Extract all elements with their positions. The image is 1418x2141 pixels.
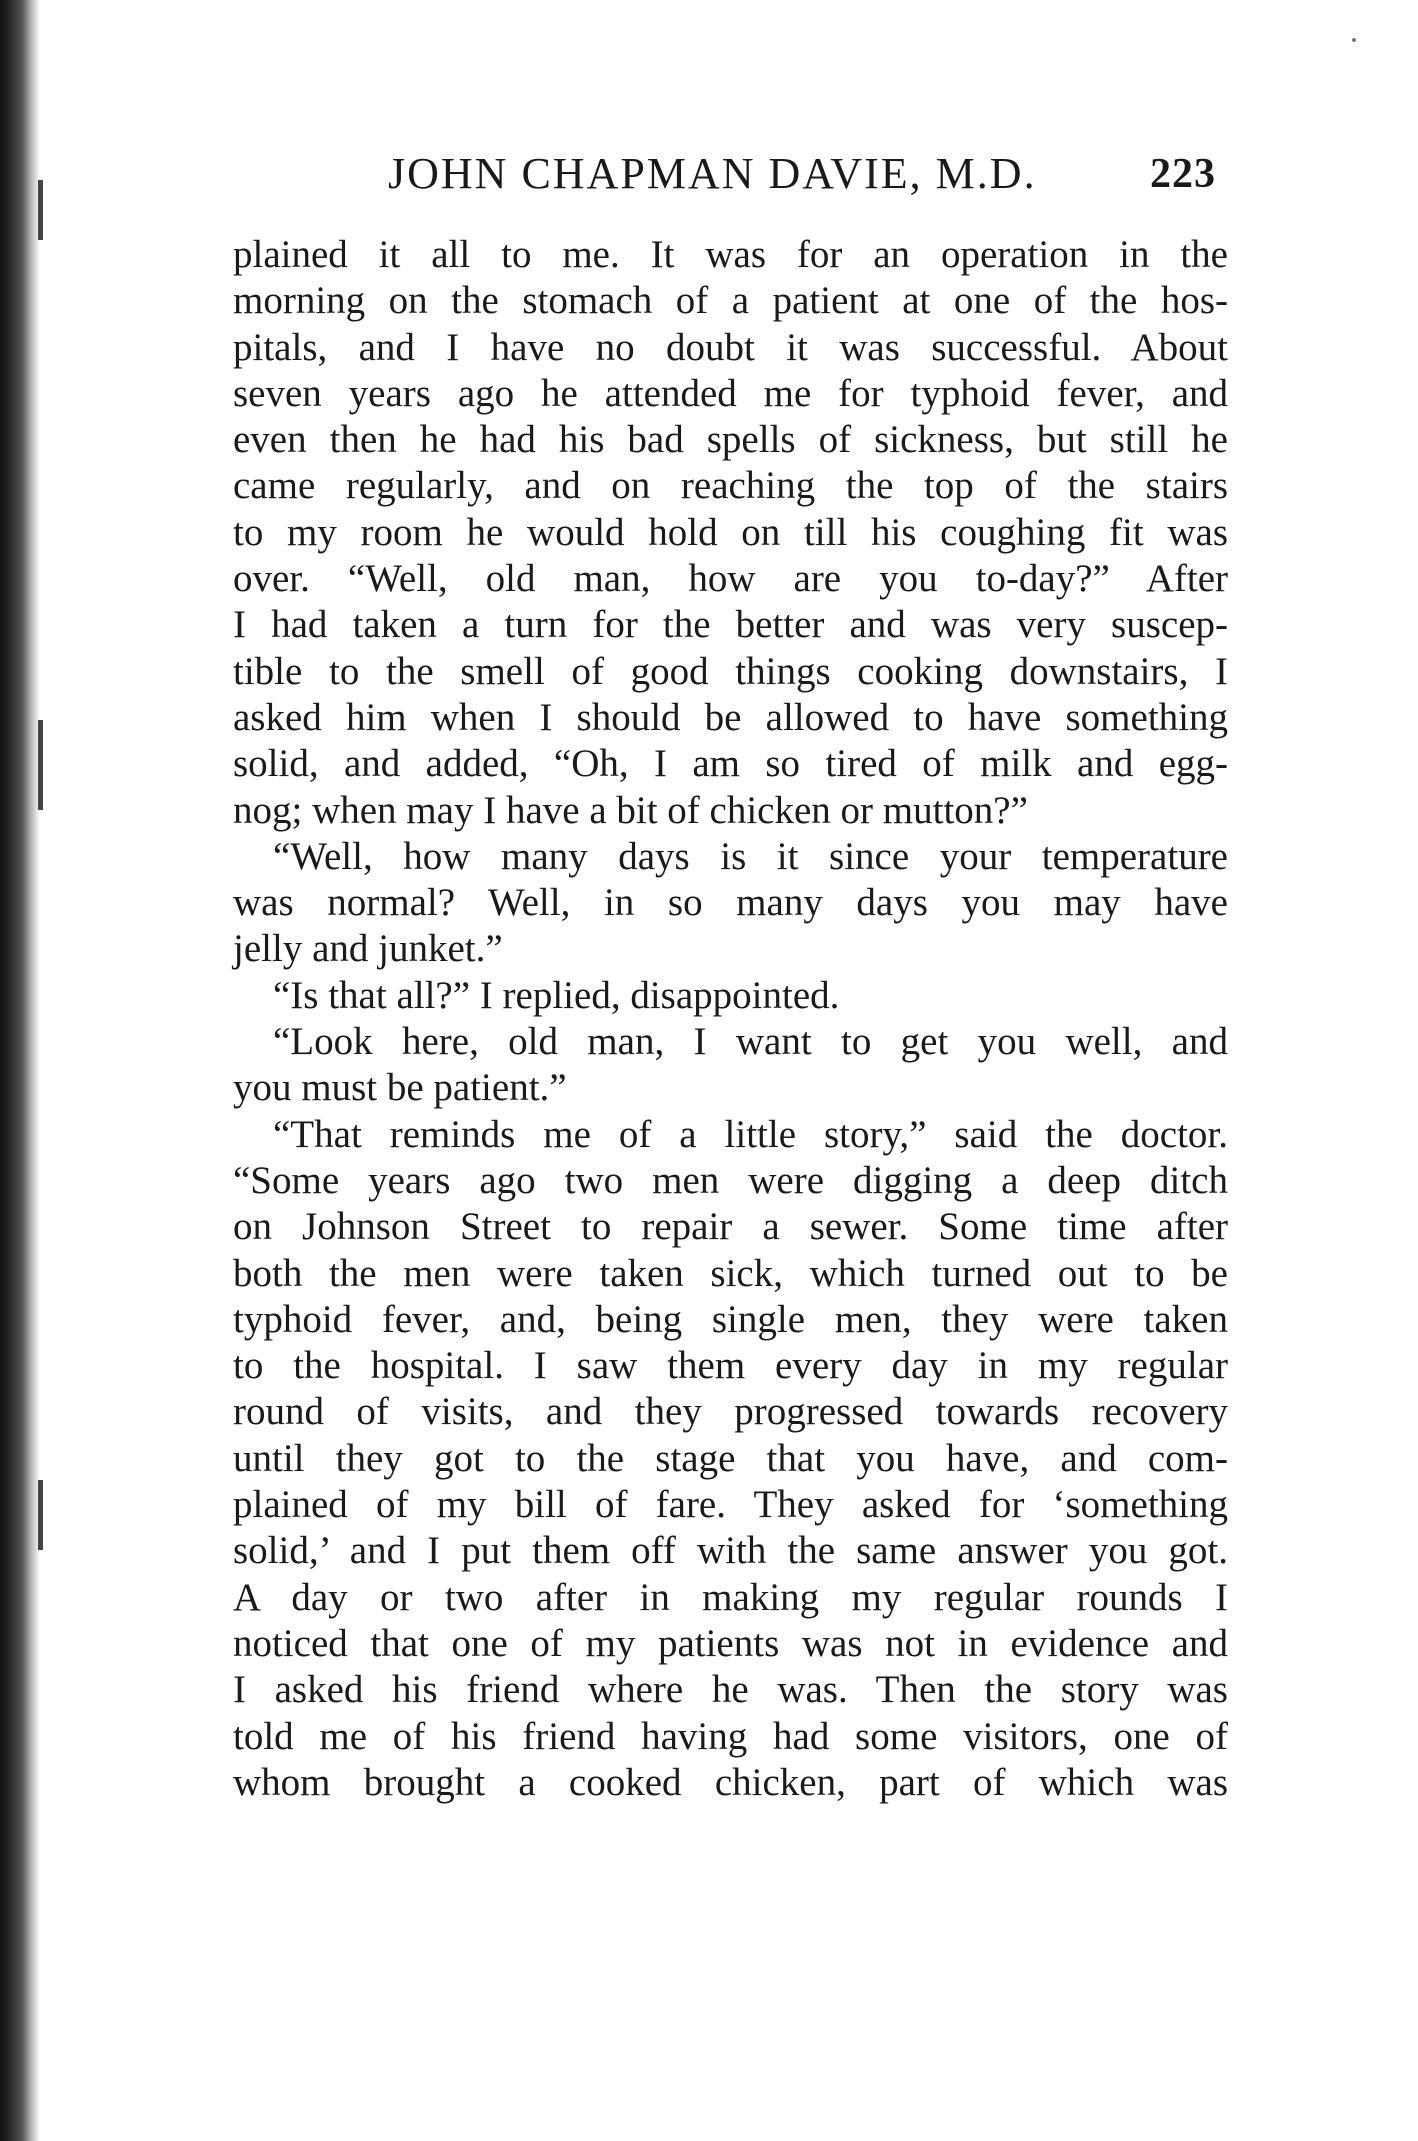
text-line: even then he had his bad spells of sickness, but still he <box>233 418 1228 462</box>
text-line: solid,’ and I put them off with the same answer you got. <box>233 1529 1228 1573</box>
text-line: morning on the stomach of a patient at one of the hos- <box>233 279 1228 323</box>
text-line: “Well, how many days is it since your temperature <box>273 834 1228 878</box>
scan-dust-mark <box>1352 38 1356 42</box>
text-line: seven years ago he attended me for typhoid fever, and <box>233 371 1228 415</box>
text-line: was normal? Well, in so many days you may have <box>233 881 1228 925</box>
text-line: I had taken a turn for the better and was very suscep- <box>233 603 1228 647</box>
body-text <box>233 232 1228 1806</box>
text-line: came regularly, and on reaching the top of the stairs <box>233 464 1228 508</box>
text-line: whom brought a cooked chicken, part of which was <box>233 1760 1228 1804</box>
text-line: plained it all to me. It was for an operation in the <box>233 233 1228 276</box>
text-line: to the hospital. I saw them every day in my regular <box>233 1344 1228 1388</box>
text-line: noticed that one of my patients was not in evidence and <box>233 1621 1228 1665</box>
text-line: round of visits, and they progressed towards recovery <box>233 1390 1228 1434</box>
text-line: jelly and junket.” <box>233 927 503 971</box>
running-title: JOHN CHAPMAN DAVIE, M.D. <box>388 149 1037 198</box>
text-line: “That reminds me of a little story,” said the doctor. <box>273 1112 1228 1156</box>
text-line: asked him when I should be allowed to have something <box>233 695 1228 739</box>
text-line: “Some years ago two men were digging a deep ditch <box>233 1158 1228 1202</box>
text-line: nog; when may I have a bit of chicken or mutton?” <box>233 788 1028 832</box>
text-line: to my room he would hold on till his coughing fit was <box>233 510 1228 554</box>
page-number: 223 <box>1150 151 1216 197</box>
text-line: over. “Well, old man, how are you to-day?” After <box>233 557 1228 601</box>
text-line: “Is that all?” I replied, disappointed. <box>273 973 840 1017</box>
text-line: told me of his friend having had some visitors, one of <box>233 1714 1228 1758</box>
text-line: A day or two after in making my regular rounds I <box>233 1575 1228 1619</box>
text-line: solid, and added, “Oh, I am so tired of milk and egg- <box>233 742 1228 786</box>
text-line: plained of my bill of fare. They asked for ‘something <box>233 1483 1228 1527</box>
text-line: I asked his friend where he was. Then the story was <box>233 1668 1228 1712</box>
running-head <box>0 146 1418 202</box>
text-line: on Johnson Street to repair a sewer. Some time after <box>233 1205 1228 1249</box>
text-line: pitals, and I have no doubt it was successful. About <box>233 325 1228 369</box>
binding-speck <box>38 720 43 810</box>
scan-binding-edge <box>0 0 40 2141</box>
text-line: until they got to the stage that you have, and com- <box>233 1436 1228 1480</box>
text-line: tible to the smell of good things cooking downstairs, I <box>233 649 1228 693</box>
binding-speck <box>38 1480 43 1550</box>
text-line: both the men were taken sick, which turned out to be <box>233 1251 1228 1295</box>
text-line: you must be patient.” <box>233 1066 567 1110</box>
text-line: typhoid fever, and, being single men, they were taken <box>233 1297 1228 1341</box>
text-line: “Look here, old man, I want to get you well, and <box>273 1020 1228 1064</box>
